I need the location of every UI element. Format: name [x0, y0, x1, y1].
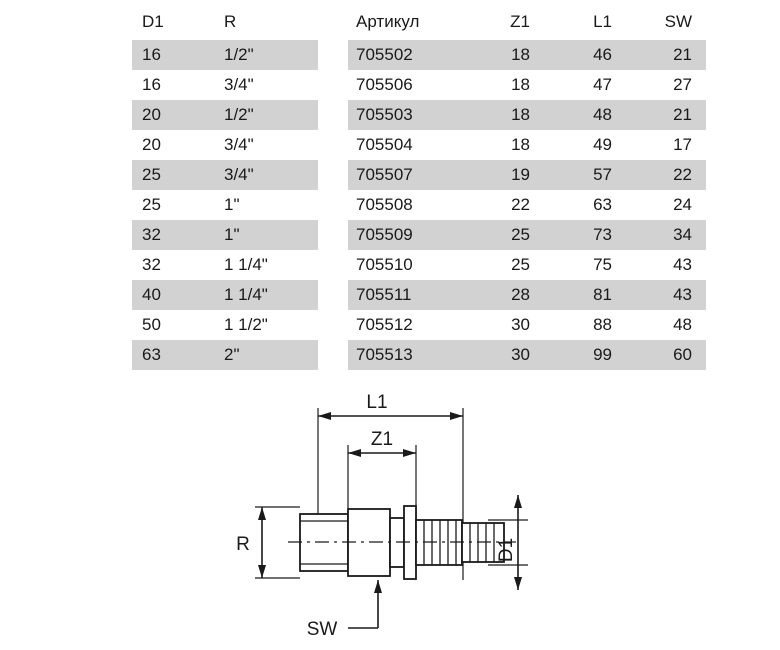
cell-article: 705506 — [348, 70, 464, 100]
cell-r: 1" — [214, 220, 318, 250]
cell-article: 705503 — [348, 100, 464, 130]
technical-drawing — [0, 375, 780, 650]
table-row — [348, 340, 706, 370]
cell-l1: 99 — [542, 340, 624, 370]
cell-article: 705513 — [348, 340, 464, 370]
table-row — [132, 280, 318, 310]
cell-sw: 43 — [624, 250, 706, 280]
arrow-down-d1 — [514, 577, 522, 590]
cell-sw: 21 — [624, 100, 706, 130]
cell-l1: 46 — [542, 40, 624, 70]
table-row — [132, 220, 318, 250]
arrow-up-sw — [374, 580, 382, 593]
cell-d1: 32 — [132, 220, 214, 250]
cell-l1: 57 — [542, 160, 624, 190]
cell-sw: 21 — [624, 40, 706, 70]
cell-r: 1" — [214, 190, 318, 220]
cell-r: 1/2" — [214, 40, 318, 70]
column-header-sw: SW — [624, 8, 706, 40]
table-row — [348, 250, 706, 280]
cell-article: 705507 — [348, 160, 464, 190]
cell-r: 1/2" — [214, 100, 318, 130]
cell-article: 705512 — [348, 310, 464, 340]
cell-d1: 50 — [132, 310, 214, 340]
cell-sw: 27 — [624, 70, 706, 100]
table-row — [132, 160, 318, 190]
cell-z1: 28 — [464, 280, 542, 310]
label-z1: Z1 — [370, 429, 394, 450]
cell-l1: 49 — [542, 130, 624, 160]
label-sw: SW — [306, 619, 338, 640]
cell-l1: 48 — [542, 100, 624, 130]
table-row — [348, 40, 706, 70]
cell-sw: 22 — [624, 160, 706, 190]
cell-sw: 48 — [624, 310, 706, 340]
label-d1: D1 — [496, 537, 517, 563]
arrow-right-l1 — [450, 412, 463, 420]
cell-article: 705511 — [348, 280, 464, 310]
cell-r: 2" — [214, 340, 318, 370]
cell-r: 1 1/4" — [214, 280, 318, 310]
cell-sw: 60 — [624, 340, 706, 370]
cell-z1: 18 — [464, 70, 542, 100]
cell-article: 705508 — [348, 190, 464, 220]
cell-sw: 24 — [624, 190, 706, 220]
table-row — [132, 40, 318, 70]
cell-sw: 43 — [624, 280, 706, 310]
table-row — [132, 250, 318, 280]
table-row — [348, 190, 706, 220]
cell-l1: 63 — [542, 190, 624, 220]
cell-l1: 88 — [542, 310, 624, 340]
table-row — [348, 310, 706, 340]
table-row — [348, 70, 706, 100]
cell-z1: 18 — [464, 40, 542, 70]
cell-article: 705502 — [348, 40, 464, 70]
label-r: R — [236, 534, 250, 555]
cell-d1: 32 — [132, 250, 214, 280]
cell-l1: 73 — [542, 220, 624, 250]
cell-d1: 25 — [132, 190, 214, 220]
dimensions-table-left — [132, 8, 318, 370]
cell-z1: 30 — [464, 310, 542, 340]
table-row — [132, 340, 318, 370]
column-header-d1: D1 — [132, 8, 214, 40]
fitting-diagram — [0, 375, 780, 650]
table-header-row — [132, 8, 318, 40]
cell-l1: 75 — [542, 250, 624, 280]
column-header-article: Артикул — [348, 8, 464, 40]
table-row — [132, 70, 318, 100]
cell-r: 1 1/2" — [214, 310, 318, 340]
cell-d1: 16 — [132, 40, 214, 70]
cell-z1: 18 — [464, 130, 542, 160]
cell-r: 1 1/4" — [214, 250, 318, 280]
label-l1: L1 — [366, 392, 388, 413]
cell-d1: 63 — [132, 340, 214, 370]
cell-d1: 20 — [132, 130, 214, 160]
cell-article: 705510 — [348, 250, 464, 280]
cell-d1: 25 — [132, 160, 214, 190]
column-header-r: R — [214, 8, 318, 40]
cell-l1: 47 — [542, 70, 624, 100]
arrow-up-r — [258, 507, 266, 520]
arrow-up-d1 — [514, 495, 522, 508]
arrow-left-l1 — [318, 412, 331, 420]
table-row — [132, 310, 318, 340]
cell-sw: 34 — [624, 220, 706, 250]
cell-sw: 17 — [624, 130, 706, 160]
cell-z1: 19 — [464, 160, 542, 190]
cell-z1: 25 — [464, 250, 542, 280]
table-row — [348, 280, 706, 310]
cell-article: 705504 — [348, 130, 464, 160]
arrow-left-z1 — [348, 449, 361, 457]
table-row — [132, 100, 318, 130]
cell-d1: 16 — [132, 70, 214, 100]
cell-article: 705509 — [348, 220, 464, 250]
column-header-l1: L1 — [542, 8, 624, 40]
table-row — [132, 130, 318, 160]
arrow-right-z1 — [403, 449, 416, 457]
cell-z1: 22 — [464, 190, 542, 220]
cell-r: 3/4" — [214, 70, 318, 100]
cell-z1: 25 — [464, 220, 542, 250]
table-row — [348, 220, 706, 250]
dimensions-table-right — [348, 8, 706, 370]
table-row — [348, 130, 706, 160]
table-row — [348, 100, 706, 130]
cell-d1: 20 — [132, 100, 214, 130]
column-header-z1: Z1 — [464, 8, 542, 40]
cell-d1: 40 — [132, 280, 214, 310]
cell-r: 3/4" — [214, 130, 318, 160]
table-row — [348, 160, 706, 190]
table-row — [132, 190, 318, 220]
cell-l1: 81 — [542, 280, 624, 310]
cell-z1: 18 — [464, 100, 542, 130]
arrow-down-r — [258, 565, 266, 578]
table-header-row — [348, 8, 706, 40]
cell-z1: 30 — [464, 340, 542, 370]
cell-r: 3/4" — [214, 160, 318, 190]
